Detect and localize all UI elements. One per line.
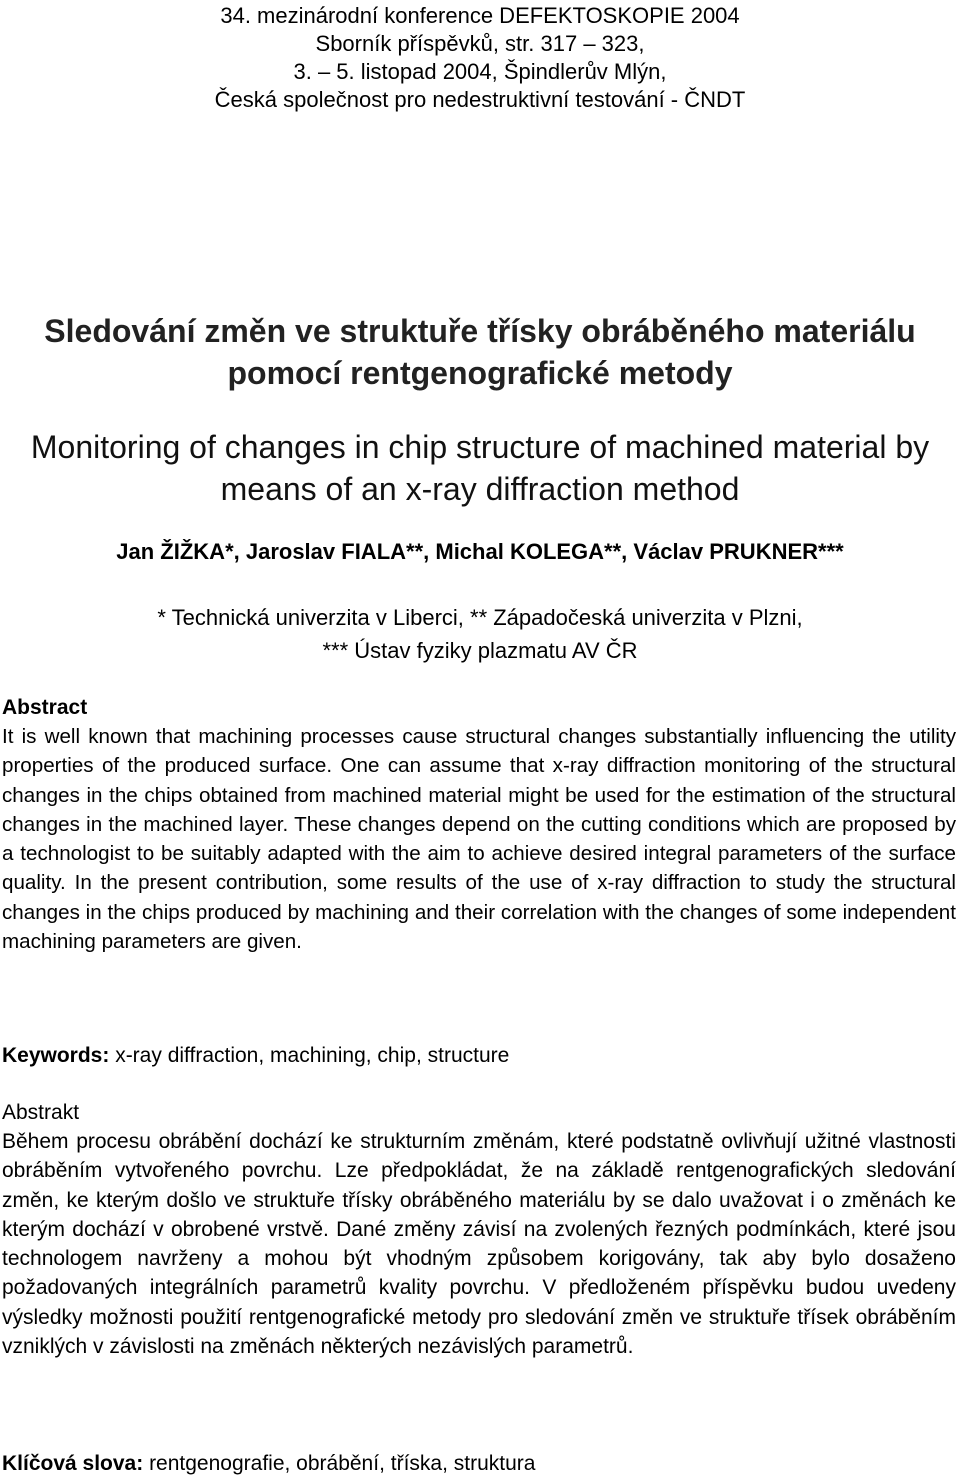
affiliation-line-2: *** Ústav fyziky plazmatu AV ČR: [322, 638, 638, 663]
klicova-slova-value: rentgenografie, obrábění, tříska, struktura: [143, 1452, 536, 1475]
abstract-english: [2, 693, 956, 956]
author-list: Jan ŽIŽKA*, Jaroslav FIALA**, Michal KOLEGA**, Václav PRUKNER***: [116, 539, 844, 564]
keywords-czech: [2, 1450, 956, 1478]
abstract-text: It is well known that machining processes cause structural changes substantially influencing the utility properties of the produced surface. One can assume that x-ray diffraction monitoring of the structural changes in the chips obtained from machined material might be used for the estimation of the structural changes in the machined layer. These changes depend on the cutting conditions which are proposed by a technologist to be suitably adapted with the aim to achieve desired integral parameters of the surface quality. In the present contribution, some results of the use of x-ray diffraction to study the structural changes in the chips produced by machining and their correlation with the changes of some independent machining parameters are given.: [2, 725, 956, 954]
affiliations: [0, 601, 960, 667]
proceedings-pages: Sborník příspěvků, str. 317 – 323,: [315, 31, 645, 56]
affiliation-line-1: * Technická univerzita v Liberci, ** Západočeská univerzita v Plzni,: [157, 605, 803, 630]
paper-title-czech: Sledování změn ve struktuře třísky obráběného materiálu pomocí rentgenografické metody: [44, 313, 916, 391]
abstract-heading: Abstract: [2, 696, 88, 719]
klicova-slova-label: Klíčová slova:: [2, 1452, 144, 1475]
abstract-czech: [2, 1098, 956, 1361]
conference-header: [0, 2, 960, 114]
conference-date-place: 3. – 5. listopad 2004, Špindlerův Mlýn,: [293, 59, 667, 84]
keywords-english: [2, 1042, 956, 1070]
conference-name: 34. mezinárodní konference DEFEKTOSKOPIE 2004: [220, 3, 740, 28]
abstrakt-heading: Abstrakt: [2, 1101, 80, 1124]
conference-organizer: Česká společnost pro nedestruktivní testování - ČNDT: [214, 87, 746, 112]
abstrakt-text: Během procesu obrábění dochází ke strukturním změnám, které podstatně ovlivňují užitné vlastnosti obráběním vytvořeného povrchu. Lze předpokládat, že na základě rentgenografických sledování změn, ke kterým došlo ve struktuře třísky obráběného materiálu by se dalo uvažovat i o změnách ke kterým dochází v obrobené vrstvě. Dané změny závisí na zvolených řezných podmínkách, které jsou technologem navrženy a mohou být vhodným způsobem korigovány, tak aby bylo dosaženo požadovaných integrálních parametrů kvality povrchu. V předloženém příspěvku budou uvedeny výsledky možnosti použití rentgenografické metody pro sledování změn ve struktuře třísek obráběním vzniklých v závislosti na změnách některých nezávislých parametrů.: [2, 1130, 956, 1359]
paper-title-english: Monitoring of changes in chip structure of machined material by means of an x-ray diffraction method: [30, 429, 930, 507]
keywords-label: Keywords:: [2, 1044, 110, 1067]
keywords-value: x-ray diffraction, machining, chip, structure: [109, 1044, 510, 1067]
